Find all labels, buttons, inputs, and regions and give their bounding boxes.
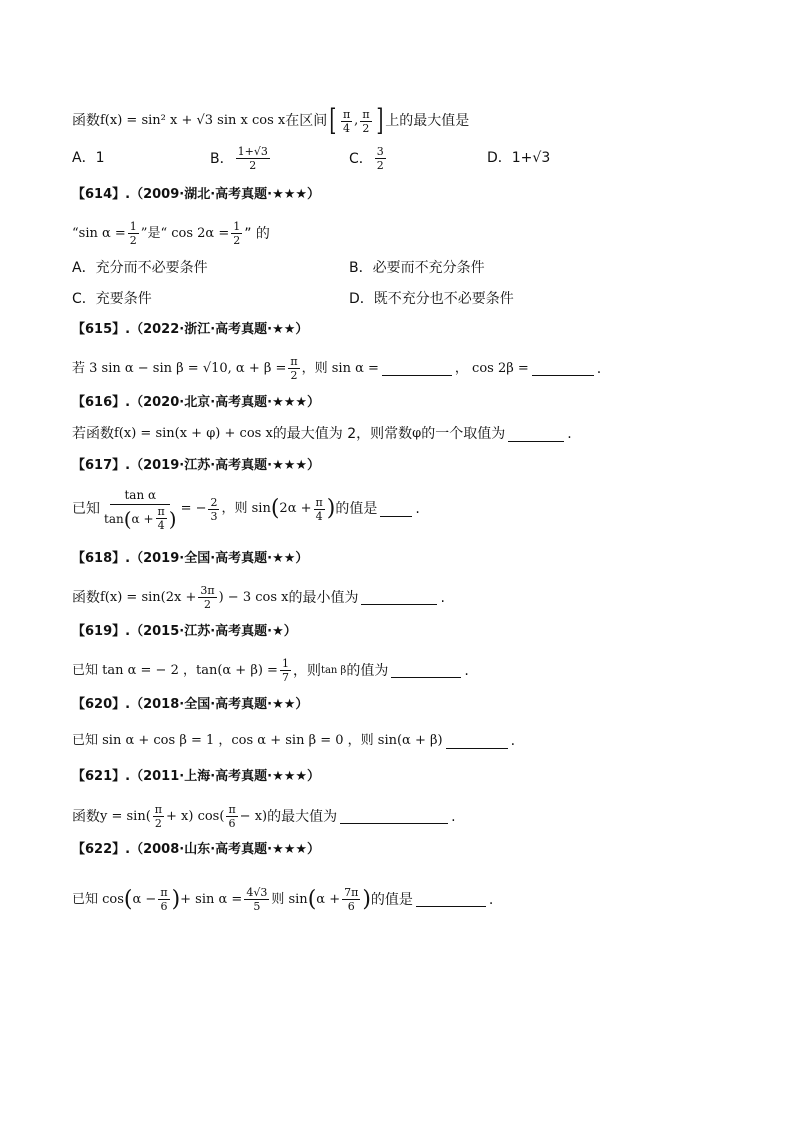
q613-right-bracket: ] bbox=[375, 103, 383, 138]
q615-answer-blank-2[interactable] bbox=[532, 361, 594, 376]
q622-f1-den: 6 bbox=[160, 900, 168, 913]
q613-option-d: D．1+√3 bbox=[487, 150, 551, 166]
q621-func-c: − x) bbox=[239, 808, 268, 824]
q618-stem-a: 函数 bbox=[72, 589, 100, 606]
q615-stem-d: . bbox=[596, 360, 602, 377]
q614-stem-a: “sin α = bbox=[72, 225, 126, 241]
q617-den-in: α + bbox=[131, 511, 154, 526]
q622-frac3 bbox=[342, 886, 360, 913]
q613-ob-num: 1+√3 bbox=[237, 145, 268, 158]
q619-f-den: 7 bbox=[281, 671, 289, 684]
q622-stem-b: 则 sin bbox=[271, 891, 308, 907]
q613-suffix: 上的最大值是 bbox=[385, 113, 470, 129]
q619-answer-blank[interactable] bbox=[391, 663, 461, 678]
q619-tanb: tan β bbox=[320, 664, 347, 676]
q619-stem-d: . bbox=[464, 662, 469, 679]
q617-header: 【617】.（2019·江苏·高考真题·★★★） bbox=[72, 458, 321, 473]
q613-oc-num: 3 bbox=[376, 145, 384, 158]
q621-f2-den: 6 bbox=[228, 817, 236, 830]
q615-stem-a: 若 3 sin α − sin β = √10, α + β = bbox=[72, 360, 287, 376]
q615-stem-c: ， cos 2β = bbox=[454, 360, 529, 376]
q619-stem bbox=[72, 657, 469, 684]
q617-main-num: tan α bbox=[110, 486, 170, 505]
q617-rparen: ) bbox=[326, 496, 336, 521]
q619-stem-b: ，则 bbox=[292, 662, 321, 679]
q622-f1-num: π bbox=[160, 886, 168, 899]
q622-f2-den: 5 bbox=[253, 900, 261, 913]
q617-pi2-den: 4 bbox=[315, 509, 323, 523]
q617-f-den: 3 bbox=[210, 509, 218, 523]
q617-main-frac bbox=[102, 486, 179, 532]
q618-f-num: 3π bbox=[200, 584, 215, 597]
q617-f-num: 2 bbox=[210, 495, 218, 509]
q616-stem bbox=[72, 424, 572, 444]
q622-f3-num: 7π bbox=[344, 886, 359, 899]
q618-func-b: ) − 3 cos x bbox=[218, 589, 289, 605]
q622-in2: α + bbox=[316, 891, 341, 907]
q618-stem-c: . bbox=[440, 589, 445, 606]
q622-answer-blank[interactable] bbox=[416, 892, 486, 907]
q617-den-lparen: ( bbox=[123, 506, 132, 531]
q622-frac2 bbox=[244, 886, 269, 913]
q617-pi2: π bbox=[315, 495, 323, 509]
q613-ir-den: 2 bbox=[362, 121, 370, 135]
q622-stem-c: 的值是 bbox=[370, 891, 413, 908]
q619-stem-c: 的值为 bbox=[346, 662, 389, 679]
q614-stem bbox=[72, 220, 270, 247]
q615-frac bbox=[288, 355, 299, 382]
q617-lparen: ( bbox=[270, 496, 280, 521]
q622-lparen1: ( bbox=[123, 886, 133, 912]
q620-stem bbox=[72, 731, 515, 751]
q618-header: 【618】.（2019·全国·高考真题·★★） bbox=[72, 551, 309, 566]
q614-header: 【614】.（2009·湖北·高考真题·★★★） bbox=[72, 187, 321, 202]
q622-header: 【622】.（2008·山东·高考真题·★★★） bbox=[72, 842, 321, 857]
q616-header: 【616】.（2020·北京·高考真题·★★★） bbox=[72, 395, 321, 410]
q617-eq: = − bbox=[180, 501, 207, 516]
q621-func-b: + x) cos( bbox=[166, 808, 225, 824]
q614-option-a: A．充分而不必要条件 bbox=[72, 260, 208, 276]
q621-f1-num: π bbox=[154, 803, 163, 816]
q618-answer-blank[interactable] bbox=[361, 590, 437, 605]
q621-stem-b: 的最大值为 bbox=[267, 808, 338, 825]
q622-stem bbox=[72, 886, 493, 913]
q616-phi: φ bbox=[412, 426, 422, 441]
q616-stem-b: 的最大值为 2，则常数 bbox=[272, 426, 413, 442]
q620-header: 【620】.（2018·全国·高考真题·★★） bbox=[72, 697, 309, 712]
q615-header: 【615】.（2022·浙江·高考真题·★★） bbox=[72, 322, 309, 337]
q622-f3-den: 6 bbox=[347, 900, 355, 913]
q613-il-den: 4 bbox=[343, 121, 351, 135]
q614-option-d: D．既不充分也不必要条件 bbox=[349, 291, 514, 307]
q615-f-num: π bbox=[290, 355, 298, 368]
q613-interval-right bbox=[360, 108, 371, 135]
q617-den-pi-frac bbox=[156, 505, 167, 532]
q622-rparen2: ) bbox=[362, 886, 371, 912]
q613-option-b bbox=[210, 145, 272, 172]
q613-mid: 在区间 bbox=[285, 113, 328, 129]
q615-stem bbox=[72, 355, 601, 382]
q617-pi2-frac bbox=[314, 496, 325, 523]
q622-mid: + sin α = bbox=[180, 891, 243, 907]
q615-stem-b: ，则 sin α = bbox=[301, 360, 379, 376]
q616-stem-d: . bbox=[567, 426, 572, 442]
q617-stem-c: 的值是 bbox=[335, 501, 378, 517]
q621-stem bbox=[72, 803, 456, 830]
q621-stem-a: 函数 bbox=[72, 808, 100, 825]
q617-stem-d: . bbox=[415, 501, 420, 517]
q621-f1-den: 2 bbox=[154, 817, 162, 830]
q614-option-b: B．必要而不充分条件 bbox=[349, 260, 485, 276]
q613-oc-den: 2 bbox=[376, 159, 384, 172]
q621-func-a: y = sin( bbox=[100, 808, 151, 824]
q614-f2-den: 2 bbox=[233, 234, 241, 247]
q613-il-num: π bbox=[342, 107, 351, 121]
q617-den-tan: tan bbox=[104, 511, 124, 526]
q613-prefix: 函数 bbox=[72, 113, 100, 129]
q613-stem bbox=[72, 103, 470, 138]
q619-f-num: 1 bbox=[281, 657, 289, 670]
q613-func: f(x) = sin² x + √3 sin x cos x bbox=[100, 113, 286, 128]
q621-header: 【621】.（2011·上海·高考真题·★★★） bbox=[72, 769, 321, 784]
q621-answer-blank[interactable] bbox=[340, 809, 448, 824]
q622-rparen1: ) bbox=[171, 886, 181, 912]
q614-f1-num: 1 bbox=[129, 220, 137, 233]
q613-ob-den: 2 bbox=[249, 159, 257, 172]
q619-frac bbox=[280, 657, 291, 684]
q618-frac bbox=[198, 584, 216, 611]
q613-option-c-frac bbox=[375, 145, 386, 172]
q616-stem-c: 的一个取值为 bbox=[421, 426, 506, 442]
q622-f2-num: 4√3 bbox=[246, 886, 268, 899]
q620-stem-b: . bbox=[510, 733, 516, 749]
q621-frac2 bbox=[226, 803, 237, 830]
q622-stem-a: 已知 cos bbox=[72, 891, 124, 907]
q620-stem-a: 已知 sin α + cos β = 1 ，cos α + sin β = 0 ，则 sin(α + β) bbox=[72, 733, 443, 748]
q617-stem-a: 已知 bbox=[72, 501, 100, 517]
q614-option-c: C．充要条件 bbox=[72, 291, 152, 307]
q620-answer-blank[interactable] bbox=[446, 734, 508, 749]
q617-answer-blank[interactable] bbox=[380, 502, 412, 517]
q616-func: f(x) = sin(x + φ) + cos x bbox=[114, 426, 273, 441]
q613-ir-num: π bbox=[362, 107, 370, 121]
q614-stem-b: ”是“ cos 2α = bbox=[140, 225, 230, 241]
q617-main-den bbox=[102, 505, 179, 532]
q614-f1-den: 2 bbox=[129, 234, 137, 247]
q621-stem-c: . bbox=[451, 808, 456, 825]
q613-left-bracket: [ bbox=[329, 103, 337, 138]
q617-stem bbox=[72, 485, 420, 533]
q618-f-den: 2 bbox=[203, 598, 211, 611]
q615-answer-blank-1[interactable] bbox=[382, 361, 452, 376]
q613-option-c-label: C． bbox=[349, 150, 373, 167]
q622-in1: α − bbox=[132, 891, 157, 907]
q613-comma: , bbox=[354, 113, 359, 128]
q617-stem-b: ，则 sin bbox=[221, 501, 271, 516]
q616-stem-a: 若函数 bbox=[72, 426, 114, 442]
q618-stem-b: 的最小值为 bbox=[288, 589, 359, 606]
q622-lparen2: ( bbox=[307, 886, 317, 912]
q613-option-b-label: B． bbox=[210, 150, 234, 167]
q619-header: 【619】.（2015·江苏·高考真题·★） bbox=[72, 624, 297, 639]
q613-option-a: A．1 bbox=[72, 150, 105, 166]
q621-f2-num: π bbox=[228, 803, 236, 816]
q618-stem bbox=[72, 584, 445, 611]
q616-answer-blank[interactable] bbox=[508, 427, 564, 442]
q618-func-a: f(x) = sin(2x + bbox=[100, 589, 197, 605]
q614-stem-c: ” 的 bbox=[244, 225, 270, 242]
q613-interval-left bbox=[341, 108, 352, 135]
q621-frac1 bbox=[153, 803, 164, 830]
q613-option-b-frac bbox=[236, 145, 270, 172]
q614-f2-num: 1 bbox=[233, 220, 241, 233]
q617-den-rparen: ) bbox=[168, 506, 177, 531]
q614-frac2 bbox=[231, 220, 242, 247]
q617-frac bbox=[208, 496, 219, 523]
q614-frac1 bbox=[128, 220, 139, 247]
q613-option-c bbox=[349, 145, 388, 172]
q617-den-pi: π bbox=[157, 505, 165, 518]
q615-f-den: 2 bbox=[290, 369, 298, 382]
q617-in2: 2α + bbox=[279, 501, 312, 516]
q619-stem-a: 已知 tan α = − 2 ，tan(α + β) = bbox=[72, 662, 278, 678]
q617-den-pi-den: 4 bbox=[157, 519, 165, 532]
q622-stem-d: . bbox=[488, 891, 494, 908]
q622-frac1 bbox=[158, 886, 169, 913]
